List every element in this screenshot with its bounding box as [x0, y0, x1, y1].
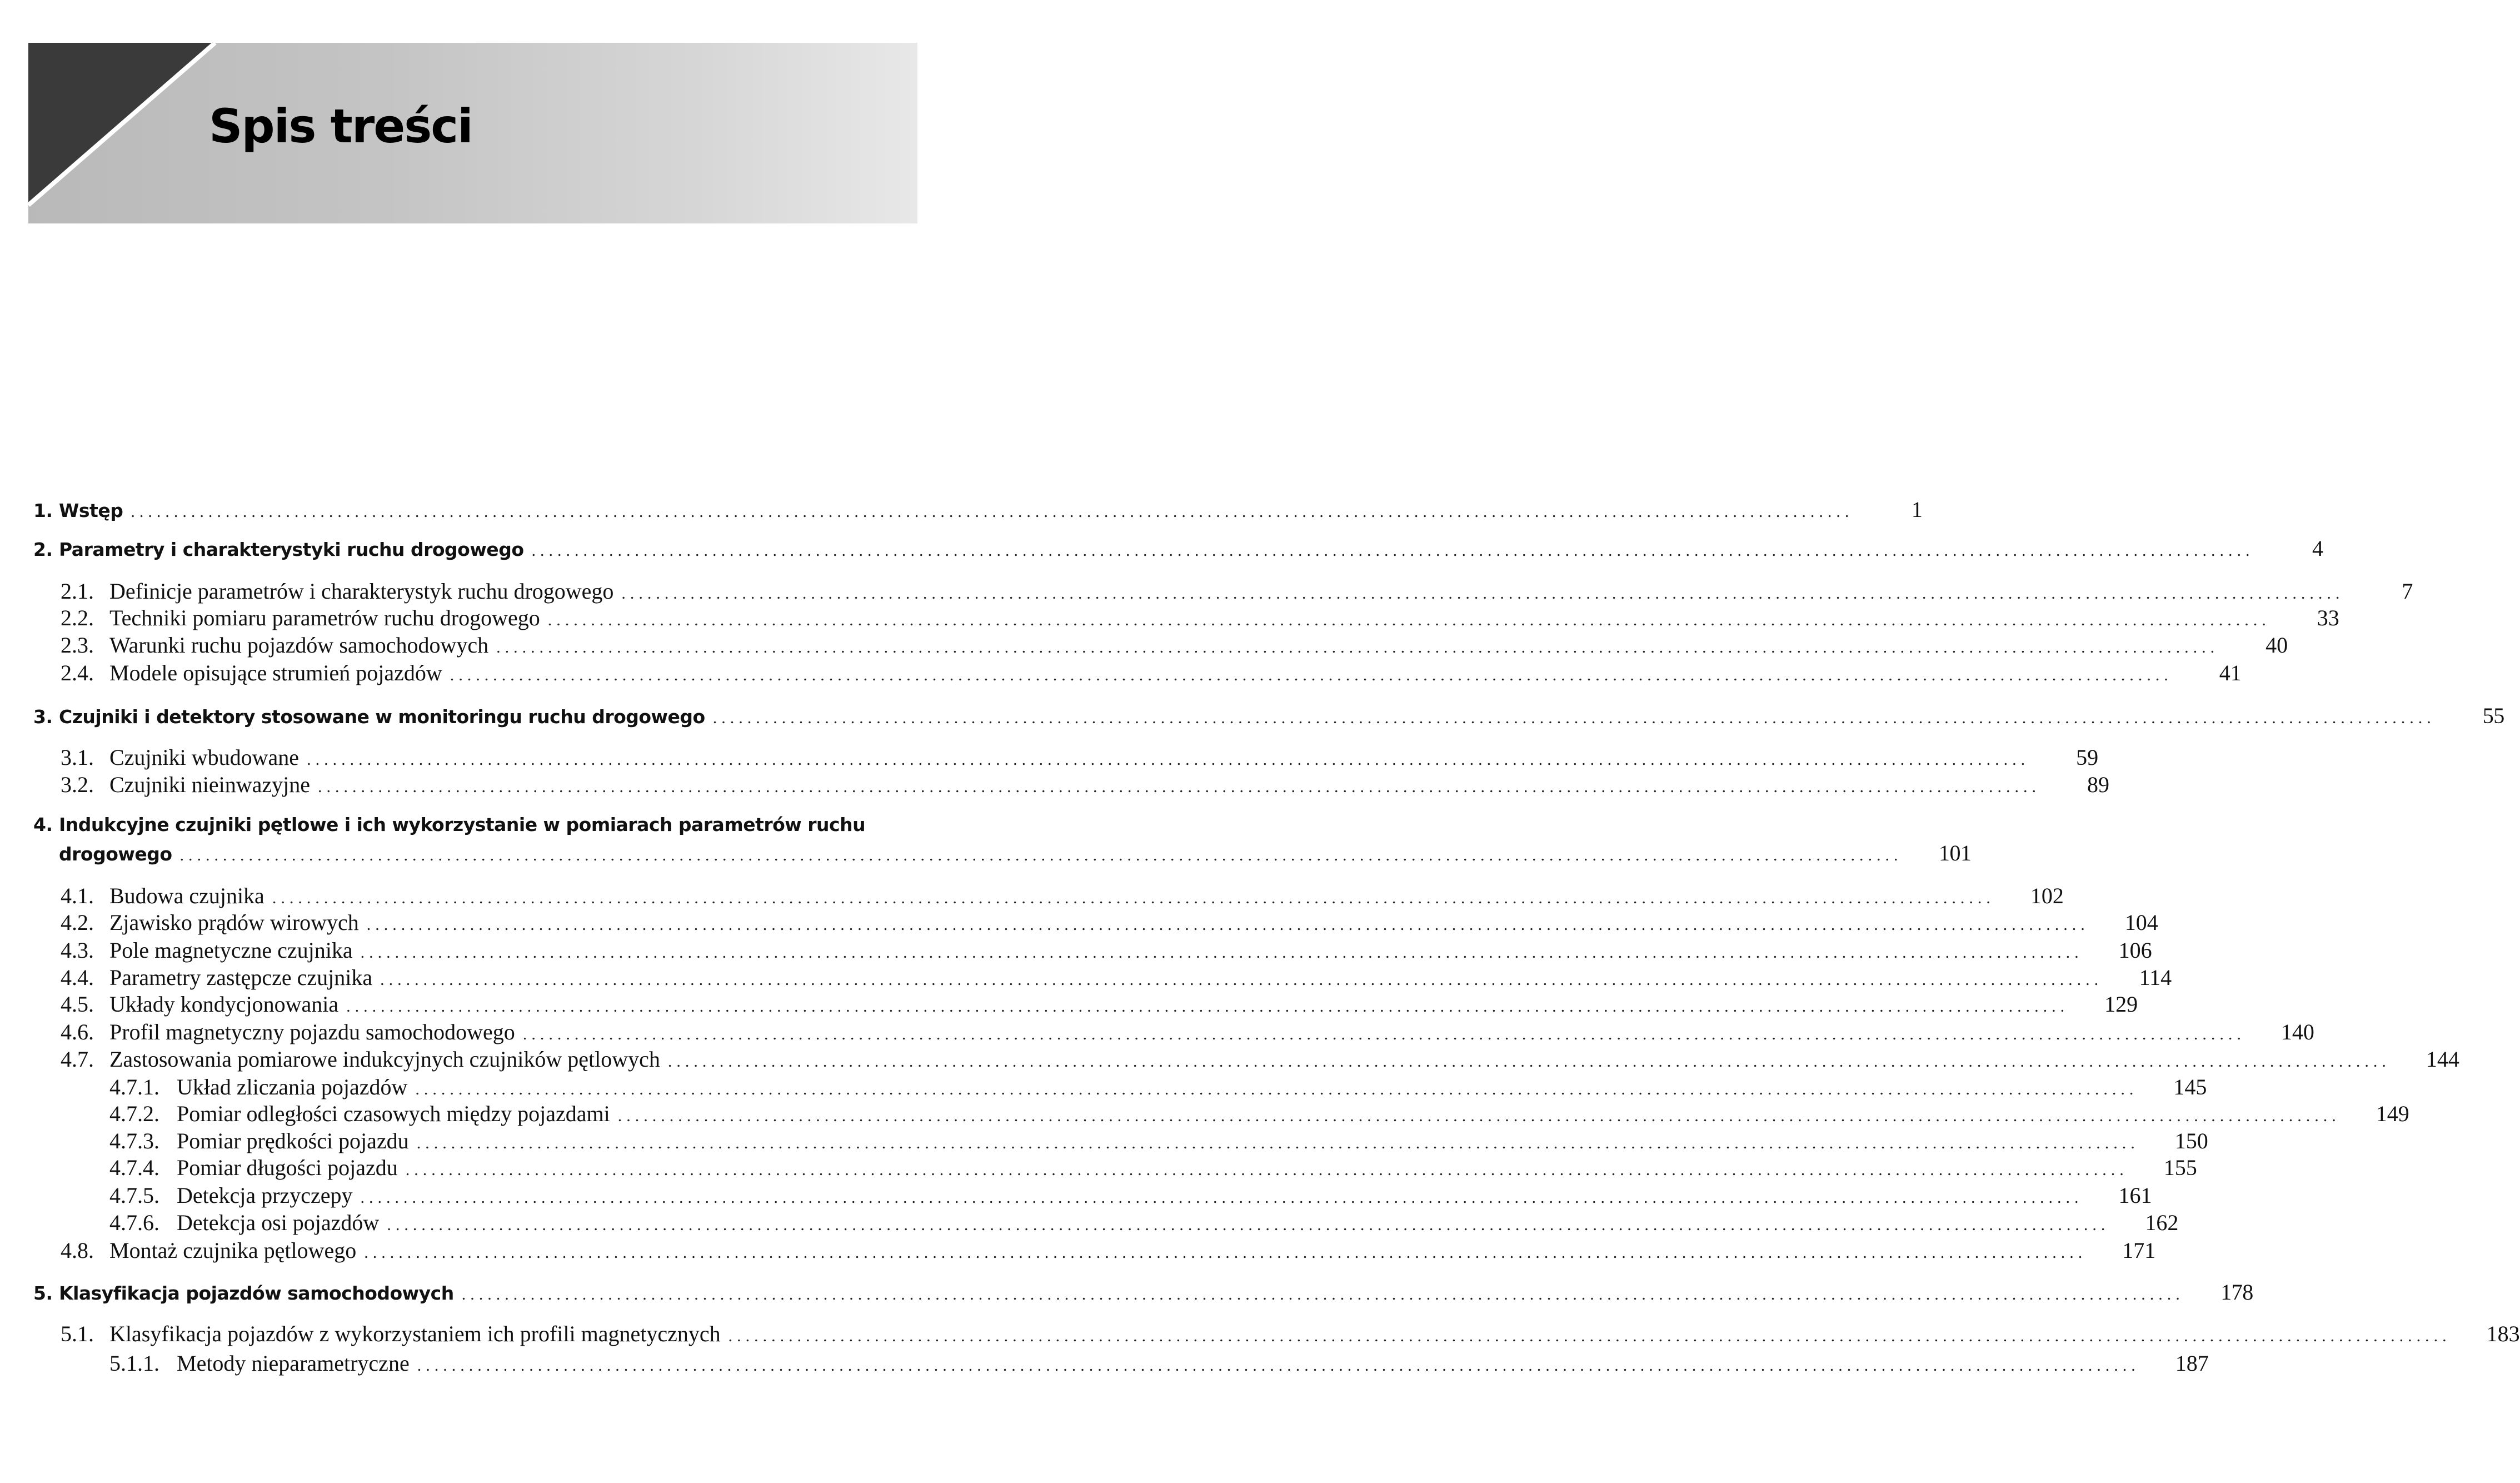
- dot-leader: ........................................................................................................................................................................................................: [318, 778, 2041, 796]
- toc-entry-page: 150: [2174, 1128, 2208, 1153]
- toc-entry[interactable]: [109, 1350, 2209, 1378]
- toc-entry-page: 178: [2220, 1280, 2253, 1305]
- toc-entry-number: 2.1.: [61, 579, 94, 604]
- toc-entry-number: 4.7.: [61, 1047, 94, 1072]
- toc-entry-page: 171: [2122, 1238, 2156, 1263]
- dot-leader: ........................................................................................................................................................................................................: [667, 1052, 2391, 1071]
- toc-entry-number: 3.: [33, 706, 53, 728]
- dot-leader: ........................................................................................................................................................................................................: [621, 584, 2344, 603]
- toc-entry[interactable]: [61, 937, 2152, 965]
- toc-entry-number: 3.1.: [61, 745, 94, 770]
- toc-entry-page: 183: [2486, 1321, 2520, 1346]
- toc-entry-title: Definicje parametrów i charakterystyk ruchu drogowego: [109, 579, 614, 604]
- corner-triangle-decoration: [28, 43, 917, 223]
- dot-leader: ........................................................................................................................................................................................................: [387, 1216, 2110, 1234]
- toc-entry-page: 187: [2175, 1351, 2209, 1376]
- toc-entry[interactable]: [33, 1279, 2253, 1307]
- toc-entry-page: 1: [1911, 497, 1923, 522]
- toc-entry-number: 4.: [33, 814, 53, 835]
- dot-leader: ........................................................................................................................................................................................................: [531, 541, 2254, 560]
- toc-entry-page: 41: [2219, 660, 2242, 685]
- toc-entry-title: Pole magnetyczne czujnika: [109, 938, 353, 963]
- toc-entry-title: Klasyfikacja pojazdów samochodowych: [59, 1282, 454, 1304]
- toc-entry-number: 1.: [33, 500, 53, 521]
- dot-leader: ........................................................................................................................................................................................................: [415, 1080, 2138, 1098]
- toc-entry[interactable]: [61, 772, 2110, 799]
- toc-entry-title: Klasyfikacja pojazdów z wykorzystaniem ich profili magnetycznych: [109, 1321, 721, 1346]
- dot-leader: ........................................................................................................................................................................................................: [366, 915, 2089, 934]
- toc-entry[interactable]: [109, 1101, 2409, 1128]
- toc-entry-title: Układ zliczania pojazdów: [177, 1074, 408, 1099]
- toc-entry-page: 4: [2312, 536, 2323, 561]
- toc-entry[interactable]: [61, 883, 2064, 910]
- toc-entry-title: Warunki ruchu pojazdów samochodowych: [109, 633, 489, 658]
- toc-entry[interactable]: [61, 964, 2172, 992]
- toc-entry-page: 89: [2087, 772, 2110, 797]
- dot-leader: ........................................................................................................................................................................................................: [179, 846, 1903, 864]
- toc-entry[interactable]: [33, 535, 2323, 563]
- toc-entry[interactable]: [61, 909, 2158, 937]
- toc-entry-title: Indukcyjne czujniki pętlowe i ich wykorzystanie w pomiarach parametrów ruchu: [59, 814, 866, 835]
- toc-entry-title: Detekcja osi pojazdów: [177, 1210, 380, 1235]
- toc-entry-title: Pomiar długości pojazdu: [177, 1155, 398, 1180]
- toc-entry-number: 4.1.: [61, 883, 94, 908]
- toc-entry-page: 161: [2118, 1183, 2152, 1208]
- toc-entry-title: Pomiar prędkości pojazdu: [177, 1128, 409, 1153]
- dot-leader: ........................................................................................................................................................................................................: [360, 1188, 2083, 1207]
- toc-entry[interactable]: [33, 840, 1972, 868]
- toc-entry-page: 106: [2118, 938, 2152, 963]
- toc-entry-number: 4.7.1.: [109, 1074, 159, 1099]
- toc-entry-title: Pomiar odległości czasowych między pojazdami: [177, 1101, 610, 1126]
- toc-entry-page: 155: [2163, 1155, 2197, 1180]
- toc-entry[interactable]: [109, 1128, 2208, 1156]
- toc-entry-title: Zastosowania pomiarowe indukcyjnych czujników pętlowych: [109, 1047, 660, 1072]
- toc-entry-page: 59: [2076, 745, 2099, 770]
- toc-entry[interactable]: [61, 991, 2138, 1019]
- dot-leader: ........................................................................................................................................................................................................: [496, 638, 2219, 656]
- toc-entry-page: 33: [2317, 605, 2339, 630]
- toc-entry[interactable]: [33, 703, 2504, 730]
- dot-leader: ........................................................................................................................................................................................................: [346, 997, 2069, 1016]
- dot-leader: ........................................................................................................................................................................................................: [617, 1107, 2341, 1125]
- toc-entry[interactable]: [33, 814, 919, 842]
- toc-entry-number: 2.: [33, 539, 53, 560]
- toc-entry-page: 55: [2482, 703, 2504, 728]
- toc-entry[interactable]: [61, 1321, 2520, 1348]
- dot-leader: ........................................................................................................................................................................................................: [416, 1134, 2139, 1152]
- toc-entry[interactable]: [109, 1154, 2197, 1182]
- dot-leader: ........................................................................................................................................................................................................: [272, 889, 1995, 907]
- toc-entry-number: 4.5.: [61, 992, 94, 1017]
- toc-entry-title: Czujniki i detektory stosowane w monitoringu ruchu drogowego: [59, 706, 705, 728]
- toc-entry-number: 4.8.: [61, 1238, 94, 1263]
- toc-entry-number: 4.7.5.: [109, 1183, 159, 1208]
- toc-entry-number: 4.6.: [61, 1019, 94, 1044]
- toc-entry-title: Detekcja przyczepy: [177, 1183, 353, 1208]
- toc-entry-page: 149: [2376, 1101, 2409, 1126]
- toc-entry-number: 4.7.6.: [109, 1210, 159, 1235]
- toc-entry-title: Parametry zastępcze czujnika: [109, 965, 373, 990]
- toc-entry-title: Techniki pomiaru parametrów ruchu drogowego: [109, 605, 540, 630]
- toc-entry-number: 5.: [33, 1282, 53, 1304]
- toc-entry-page: 162: [2145, 1210, 2179, 1235]
- toc-entry-number: 5.1.: [61, 1321, 94, 1346]
- toc-entry-page: 102: [2030, 883, 2064, 908]
- dot-leader: ........................................................................................................................................................................................................: [360, 943, 2083, 962]
- dot-leader: ........................................................................................................................................................................................................: [522, 1025, 2245, 1043]
- toc-entry-title: Czujniki nieinwazyjne: [109, 772, 311, 797]
- toc-entry-title: Budowa czujnika: [109, 883, 265, 908]
- toc-entry-title: Metody nieparametryczne: [177, 1351, 410, 1376]
- toc-entry-number: 2.4.: [61, 660, 94, 685]
- toc-entry[interactable]: [61, 1019, 2314, 1047]
- toc-entry-page: 144: [2426, 1047, 2459, 1072]
- dot-leader: ........................................................................................................................................................................................................: [405, 1161, 2128, 1179]
- toc-entry[interactable]: [61, 605, 2339, 633]
- dot-leader: ........................................................................................................................................................................................................: [364, 1243, 2087, 1262]
- toc-entry[interactable]: [109, 1210, 2179, 1237]
- dot-leader: ........................................................................................................................................................................................................: [712, 709, 2436, 727]
- toc-entry-title: drogowego: [59, 843, 172, 865]
- toc-entry[interactable]: [61, 578, 2413, 606]
- dot-leader: ........................................................................................................................................................................................................: [450, 666, 2173, 684]
- toc-entry-number: 4.7.3.: [109, 1128, 159, 1153]
- toc-entry[interactable]: [33, 496, 1923, 524]
- toc-entry[interactable]: [61, 1046, 2459, 1074]
- toc-entry-page: 140: [2281, 1019, 2314, 1044]
- toc-entry[interactable]: [61, 1237, 2156, 1265]
- toc-entry-page: 145: [2173, 1074, 2207, 1099]
- toc-entry-number: 4.3.: [61, 938, 94, 963]
- page-title: Spis treści: [209, 99, 472, 153]
- dot-leader: ........................................................................................................................................................................................................: [380, 971, 2103, 989]
- toc-entry[interactable]: [109, 1182, 2152, 1210]
- toc-entry-title: Wstęp: [59, 500, 123, 521]
- toc-entry-page: 114: [2139, 965, 2172, 990]
- dot-leader: ........................................................................................................................................................................................................: [547, 611, 2271, 629]
- toc-entry-page: 7: [2402, 579, 2413, 604]
- toc-entry-number: 5.1.1.: [109, 1351, 159, 1376]
- toc-entry-title: Układy kondycjonowania: [109, 992, 339, 1017]
- header-banner: [28, 43, 917, 223]
- toc-entry-number: 4.7.4.: [109, 1155, 159, 1180]
- toc-entry-title: Zjawisko prądów wirowych: [109, 910, 359, 935]
- toc-entry-number: 3.2.: [61, 772, 94, 797]
- toc-entry[interactable]: [61, 660, 2242, 688]
- toc-entry-title: Modele opisujące strumień pojazdów: [109, 660, 442, 685]
- toc-entry-number: 2.3.: [61, 633, 94, 658]
- toc-entry-number: 2.2.: [61, 605, 94, 630]
- toc-entry-number: 4.7.2.: [109, 1101, 159, 1126]
- dot-leader: ........................................................................................................................................................................................................: [417, 1356, 2140, 1375]
- dot-leader: ........................................................................................................................................................................................................: [728, 1327, 2451, 1345]
- toc-entry-title: Montaż czujnika pętlowego: [109, 1238, 357, 1263]
- dot-leader: ........................................................................................................................................................................................................: [307, 750, 2030, 769]
- toc-entry[interactable]: [109, 1074, 2207, 1102]
- toc-entry-page: 101: [1939, 840, 1972, 865]
- toc-entry-title: Czujniki wbudowane: [109, 745, 300, 770]
- dot-leader: ........................................................................................................................................................................................................: [131, 502, 1854, 521]
- dot-leader: ........................................................................................................................................................................................................: [461, 1285, 2184, 1303]
- toc-entry-page: 129: [2104, 992, 2138, 1017]
- toc-entry[interactable]: [61, 744, 2099, 772]
- toc-entry-number: 4.4.: [61, 965, 94, 990]
- toc-entry[interactable]: [61, 632, 2288, 660]
- toc-entry-page: 104: [2124, 910, 2158, 935]
- toc-entry-title: Parametry i charakterystyki ruchu drogowego: [59, 539, 524, 560]
- toc-entry-page: 40: [2265, 633, 2288, 658]
- toc-entry-number: 4.2.: [61, 910, 94, 935]
- toc-entry-title: Profil magnetyczny pojazdu samochodowego: [109, 1019, 515, 1044]
